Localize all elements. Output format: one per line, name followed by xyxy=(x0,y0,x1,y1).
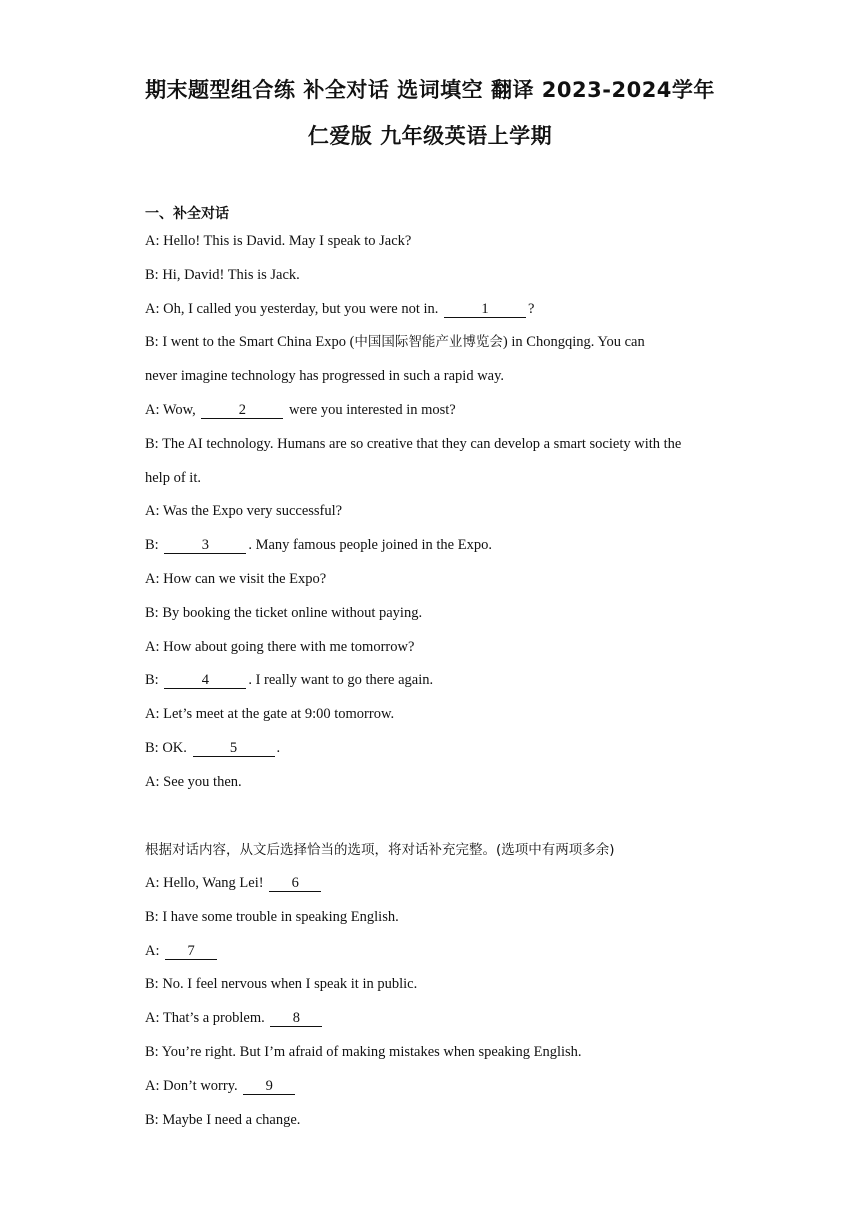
dialog-line xyxy=(145,739,280,757)
line-text: B: No. I feel nervous when I speak it in public. xyxy=(145,976,418,993)
line-text: B: The AI technology. Humans are so creative that they can develop a smart society with the xyxy=(145,435,682,452)
line-text: A: Was the Expo very successful? xyxy=(145,503,343,520)
dialog-line xyxy=(145,705,394,723)
line-text: B: xyxy=(145,672,163,689)
line-text: B: I went to the Smart China Expo ( xyxy=(145,334,355,351)
line-text: B: I have some trouble in speaking English. xyxy=(145,908,399,925)
answer-blank: 8 xyxy=(270,1011,322,1027)
line-text: never imagine technology has progressed in such a rapid way. xyxy=(145,368,505,385)
answer-blank: 7 xyxy=(165,944,217,960)
answer-blank: 9 xyxy=(243,1079,295,1095)
line-text: A: How can we visit the Expo? xyxy=(145,571,327,587)
dialog-line xyxy=(145,975,417,993)
line-text: ? xyxy=(528,300,535,317)
line-text: . xyxy=(276,740,281,756)
answer-blank: 1 xyxy=(444,302,526,318)
dialog-line xyxy=(145,908,399,926)
line-text: A: Let’s meet at the gate at 9:00 tomorrow. xyxy=(145,706,395,723)
line-text: A: Don’t worry. xyxy=(145,1077,242,1094)
answer-blank: 6 xyxy=(269,876,321,892)
dialog-line xyxy=(145,773,242,791)
line-text: B: You’re right. But I’m afraid of making mistakes when speaking English. xyxy=(145,1044,582,1060)
dialog-line xyxy=(145,942,219,960)
line-text: . Many famous people joined in the Expo. xyxy=(248,537,492,554)
line-text: A: Wow, xyxy=(145,402,200,418)
line-text: ) in Chongqing. You can xyxy=(502,334,645,351)
dialog-line xyxy=(145,435,681,453)
dialog-line xyxy=(145,502,342,520)
instruction-text: 根据对话内容，从文后选择恰当的选项，将对话补充完整。(选项中有两项多余) xyxy=(145,842,615,858)
document-title-line-2: 仁爱版 九年级英语上学期 xyxy=(307,124,553,148)
dialog-line xyxy=(145,333,645,351)
line-text: B: By booking the ticket online without paying. xyxy=(145,604,423,621)
dialog-line xyxy=(145,1111,300,1129)
dialog-line xyxy=(145,300,534,318)
answer-blank: 4 xyxy=(164,673,246,689)
document-title-line-1: 期末题型组合练 补全对话 选词填空 翻译 2023-2024学年 xyxy=(145,78,715,102)
line-text: A: Hello! This is David. May I speak to Jack? xyxy=(145,233,412,249)
dialog-line xyxy=(145,469,201,487)
line-text-chinese: 中国国际智能产业博览会 xyxy=(354,334,503,351)
dialog-line xyxy=(145,570,326,588)
dialog-line xyxy=(145,1077,297,1095)
line-text: help of it. xyxy=(145,469,201,486)
line-text: . I really want to go there again. xyxy=(248,672,434,689)
dialog-line xyxy=(145,367,504,385)
line-text: A: See you then. xyxy=(145,773,242,790)
line-text: B: OK. xyxy=(145,740,191,756)
answer-blank: 5 xyxy=(193,741,275,757)
answer-blank: 2 xyxy=(201,403,283,419)
dialog-line xyxy=(145,232,411,250)
line-text: B: Hi, David! This is Jack. xyxy=(145,266,300,283)
dialog-line xyxy=(145,266,300,284)
dialog-line xyxy=(145,671,433,689)
dialog-line xyxy=(145,638,414,656)
dialog-line xyxy=(145,1043,582,1061)
dialog-line xyxy=(145,536,492,554)
answer-blank: 3 xyxy=(164,538,246,554)
line-text: A: xyxy=(145,942,164,959)
line-text: A: That’s a problem. xyxy=(145,1010,269,1027)
dialog-line xyxy=(145,401,456,419)
line-text: B: xyxy=(145,537,163,554)
dialog-line xyxy=(145,874,323,892)
line-text: A: How about going there with me tomorrow? xyxy=(145,638,415,655)
line-text: A: Hello, Wang Lei! xyxy=(145,875,268,891)
section-heading: 一、补全对话 xyxy=(145,206,229,222)
dialog-line xyxy=(145,604,422,622)
dialog-line xyxy=(145,1009,324,1027)
line-text: were you interested in most? xyxy=(285,402,456,418)
line-text: A: Oh, I called you yesterday, but you were not in. xyxy=(145,300,443,317)
line-text: B: Maybe I need a change. xyxy=(145,1111,301,1128)
